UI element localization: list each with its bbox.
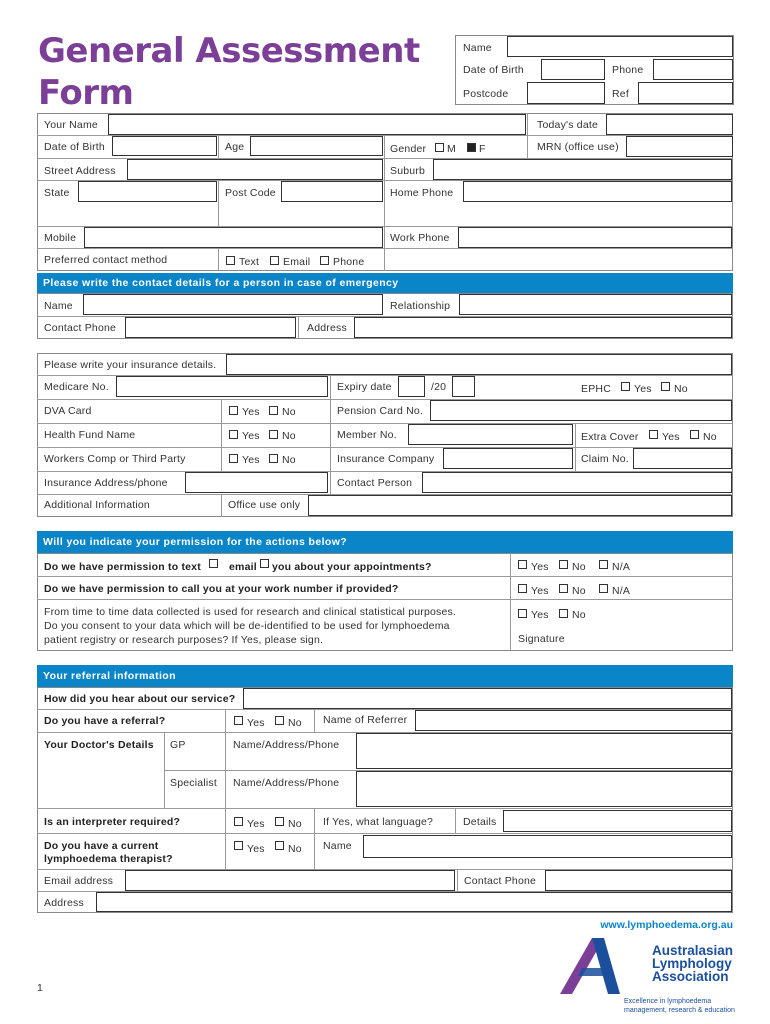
- ephc-yes-label: Yes: [634, 383, 652, 395]
- dva-label: DVA Card: [44, 405, 92, 417]
- contact-email-label: Email: [283, 256, 311, 268]
- workers-comp-yes-checkbox[interactable]: [229, 454, 238, 463]
- q3-line1: From time to time data collected is used for research and clinical statistical purposes.: [44, 606, 457, 618]
- q1-no-label: No: [572, 561, 586, 573]
- row-divider: [37, 599, 733, 600]
- header-dob-field[interactable]: [541, 59, 605, 80]
- dva-no-label: No: [282, 406, 296, 418]
- expiry-year-field[interactable]: [452, 376, 475, 397]
- office-use-label: Office use only: [228, 499, 301, 511]
- interpreter-yes-label: Yes: [247, 818, 265, 830]
- contact-phone-label: Phone: [333, 256, 365, 268]
- gp-details-field[interactable]: [356, 733, 732, 769]
- referral-heading: Your referral information: [37, 665, 733, 687]
- specialist-details-field[interactable]: [356, 771, 732, 807]
- ala-logo-mark-icon: [558, 936, 622, 996]
- interpreter-details-label: Details: [463, 816, 497, 828]
- gender-f-label: F: [479, 143, 486, 155]
- referral-address-label: Address: [44, 897, 84, 909]
- claim-no-field[interactable]: [633, 448, 732, 469]
- header-postcode-label: Postcode: [463, 88, 509, 100]
- therapist-yes-checkbox[interactable]: [234, 841, 243, 850]
- q3-yes-checkbox[interactable]: [518, 609, 527, 618]
- q1-na-label: N/A: [612, 561, 631, 573]
- state-label: State: [44, 187, 70, 199]
- q2-na-label: N/A: [612, 585, 631, 597]
- doctors-details-label: Your Doctor's Details: [44, 739, 154, 751]
- header-postcode-field[interactable]: [527, 82, 605, 104]
- mobile-field[interactable]: [84, 227, 383, 248]
- ala-logo: [558, 936, 734, 1016]
- extra-cover-no-checkbox[interactable]: [690, 430, 699, 439]
- row-divider: [37, 808, 733, 809]
- emergency-name-label: Name: [44, 300, 73, 312]
- gender-label: Gender: [390, 143, 427, 155]
- col-divider: [314, 808, 315, 869]
- relationship-field[interactable]: [459, 294, 732, 315]
- referral-yes-label: Yes: [247, 717, 265, 729]
- state-field[interactable]: [78, 181, 217, 202]
- home-phone-field[interactable]: [463, 181, 732, 202]
- header-dob-label: Date of Birth: [463, 64, 524, 76]
- col-divider: [221, 399, 222, 471]
- col-divider: [298, 316, 299, 339]
- q1-no-checkbox[interactable]: [559, 560, 568, 569]
- relationship-label: Relationship: [390, 300, 451, 312]
- contact-person-label: Contact Person: [337, 477, 413, 489]
- pension-label: Pension Card No.: [337, 405, 424, 417]
- office-use-field[interactable]: [308, 495, 732, 516]
- contact-person-field[interactable]: [422, 472, 732, 493]
- interpreter-yes-checkbox[interactable]: [234, 817, 243, 826]
- street-address-field[interactable]: [127, 159, 383, 180]
- have-referral-label: Do you have a referral?: [44, 715, 166, 727]
- q3-no-checkbox[interactable]: [559, 609, 568, 618]
- col-divider: [510, 553, 511, 651]
- header-phone-field[interactable]: [653, 59, 733, 80]
- workers-comp-label: Workers Comp or Third Party: [44, 453, 186, 465]
- medicare-label: Medicare No.: [44, 381, 109, 393]
- referral-no-label: No: [288, 717, 302, 729]
- email-address-label: Email address: [44, 875, 114, 887]
- referral-contact-phone-label: Contact Phone: [464, 875, 537, 887]
- dob-label: Date of Birth: [44, 141, 105, 153]
- health-fund-no-checkbox[interactable]: [269, 430, 278, 439]
- ephc-no-checkbox[interactable]: [661, 382, 670, 391]
- therapist-no-checkbox[interactable]: [275, 841, 284, 850]
- insurance-heading-label: Please write your insurance details.: [44, 359, 217, 371]
- page-number: 1: [37, 982, 43, 994]
- q2-no-checkbox[interactable]: [559, 584, 568, 593]
- therapist-no-label: No: [288, 843, 302, 855]
- row-divider: [37, 447, 733, 448]
- age-field[interactable]: [250, 136, 383, 156]
- header-name-field[interactable]: [507, 36, 733, 57]
- q2-no-label: No: [572, 585, 586, 597]
- health-fund-yes-label: Yes: [242, 430, 260, 442]
- contact-email-checkbox[interactable]: [270, 256, 279, 265]
- col-divider: [225, 709, 226, 732]
- header-ref-field[interactable]: [638, 82, 733, 104]
- expiry-year-prefix: /20: [431, 381, 447, 393]
- extra-cover-no-label: No: [703, 431, 717, 443]
- col-divider: [218, 135, 219, 158]
- ala-tagline: Excellence in lymphoedema management, research & education: [624, 998, 735, 1014]
- pension-field[interactable]: [430, 400, 732, 421]
- workers-comp-no-label: No: [282, 454, 296, 466]
- mrn-field[interactable]: [626, 136, 733, 157]
- col-divider: [218, 180, 219, 226]
- emergency-address-label: Address: [307, 322, 347, 334]
- emergency-contact-phone-field[interactable]: [125, 317, 296, 338]
- ephc-yes-checkbox[interactable]: [621, 382, 630, 391]
- todays-date-field[interactable]: [606, 114, 733, 135]
- insurance-address-label: Insurance Address/phone: [44, 477, 168, 489]
- preferred-contact-label: Preferred contact method: [44, 254, 168, 266]
- referral-contact-phone-field[interactable]: [545, 870, 732, 891]
- specialist-label: Specialist: [170, 777, 217, 789]
- referral-no-checkbox[interactable]: [275, 716, 284, 725]
- dva-no-checkbox[interactable]: [269, 406, 278, 415]
- form-title: General Assessment Form: [38, 31, 420, 113]
- gender-f-checkbox[interactable]: [467, 143, 476, 152]
- age-label: Age: [225, 141, 245, 153]
- dob-field[interactable]: [112, 136, 217, 156]
- header-ref-label: Ref: [612, 88, 629, 100]
- interpreter-label: Is an interpreter required?: [44, 816, 181, 828]
- suburb-field[interactable]: [433, 159, 732, 180]
- row-divider: [37, 833, 733, 834]
- insurance-details-field[interactable]: [226, 354, 732, 375]
- q1-yes-checkbox[interactable]: [518, 560, 527, 569]
- q1-yes-label: Yes: [531, 561, 549, 573]
- col-divider: [455, 808, 456, 833]
- insurance-company-field[interactable]: [443, 448, 573, 469]
- street-address-label: Street Address: [44, 165, 116, 177]
- website-link[interactable]: www.lymphoedema.org.au: [600, 919, 733, 931]
- health-fund-label: Health Fund Name: [44, 429, 136, 441]
- q1-email-checkbox[interactable]: [260, 559, 269, 568]
- row-divider: [37, 248, 733, 249]
- how-hear-label: How did you hear about our service?: [44, 693, 236, 705]
- header-phone-label: Phone: [612, 64, 644, 76]
- your-name-label: Your Name: [44, 119, 98, 131]
- gender-m-checkbox[interactable]: [435, 143, 444, 152]
- gender-m-label: M: [447, 143, 456, 155]
- additional-info-label: Additional Information: [44, 499, 150, 511]
- signature-label: Signature: [518, 633, 565, 645]
- member-no-field[interactable]: [408, 424, 573, 445]
- specialist-name-address-label: Name/Address/Phone: [233, 777, 340, 789]
- email-address-field[interactable]: [125, 870, 455, 891]
- interpreter-no-checkbox[interactable]: [275, 817, 284, 826]
- emergency-address-field[interactable]: [354, 317, 732, 338]
- emergency-contact-phone-label: Contact Phone: [44, 322, 117, 334]
- q1-text-checkbox[interactable]: [209, 559, 218, 568]
- suburb-label: Suburb: [390, 165, 426, 177]
- referrer-name-label: Name of Referrer: [323, 714, 408, 726]
- work-phone-label: Work Phone: [390, 232, 450, 244]
- emergency-name-field[interactable]: [83, 294, 383, 315]
- col-divider: [164, 732, 165, 808]
- interpreter-details-field[interactable]: [503, 810, 732, 832]
- col-divider: [384, 135, 385, 271]
- claim-no-label: Claim No.: [581, 453, 629, 465]
- q3-no-label: No: [572, 609, 586, 621]
- q1-text-part2: email: [229, 561, 257, 573]
- col-divider: [330, 375, 331, 494]
- col-divider: [314, 709, 315, 732]
- home-phone-label: Home Phone: [390, 187, 454, 199]
- insurance-company-label: Insurance Company: [337, 453, 435, 465]
- contact-text-label: Text: [239, 256, 260, 268]
- q3-line2: Do you consent to your data which will be de-identified to be used for lymphoedema: [44, 620, 450, 632]
- expiry-month-field[interactable]: [398, 376, 425, 397]
- row-divider: [37, 576, 733, 577]
- col-divider: [575, 423, 576, 471]
- q1-na-checkbox[interactable]: [599, 560, 608, 569]
- permission-heading: Will you indicate your permission for the actions below?: [37, 531, 733, 553]
- therapist-label-line2: lymphoedema therapist?: [44, 853, 173, 865]
- therapist-label-line1: Do you have a current: [44, 840, 159, 852]
- col-divider: [221, 494, 222, 517]
- therapist-name-field[interactable]: [363, 835, 732, 858]
- ephc-no-label: No: [674, 383, 688, 395]
- q2-yes-label: Yes: [531, 585, 549, 597]
- gp-label: GP: [170, 739, 186, 751]
- therapist-yes-label: Yes: [247, 843, 265, 855]
- referrer-name-field[interactable]: [415, 710, 732, 731]
- referral-address-field[interactable]: [96, 892, 732, 912]
- workers-comp-yes-label: Yes: [242, 454, 260, 466]
- referral-yes-checkbox[interactable]: [234, 716, 243, 725]
- extra-cover-yes-checkbox[interactable]: [649, 430, 658, 439]
- medicare-field[interactable]: [116, 376, 328, 397]
- work-phone-field[interactable]: [458, 227, 732, 248]
- dva-yes-checkbox[interactable]: [229, 406, 238, 415]
- extra-cover-yes-label: Yes: [662, 431, 680, 443]
- interpreter-no-label: No: [288, 818, 302, 830]
- col-divider: [225, 732, 226, 869]
- contact-phone-checkbox[interactable]: [320, 256, 329, 265]
- col-divider: [527, 113, 528, 158]
- q1-text-part3: you about your appointments?: [272, 561, 432, 573]
- q2-text: Do we have permission to call you at your work number if provided?: [44, 583, 399, 595]
- ephc-label: EPHC: [581, 383, 611, 395]
- contact-text-checkbox[interactable]: [226, 256, 235, 265]
- workers-comp-no-checkbox[interactable]: [269, 454, 278, 463]
- language-label: If Yes, what language?: [323, 816, 434, 828]
- health-fund-no-label: No: [282, 430, 296, 442]
- q3-line3: patient registry or research purposes? If Yes, please sign.: [44, 634, 324, 646]
- dva-yes-label: Yes: [242, 406, 260, 418]
- header-name-label: Name: [463, 42, 492, 54]
- extra-cover-label: Extra Cover: [581, 431, 639, 443]
- q3-yes-label: Yes: [531, 609, 549, 621]
- your-name-field[interactable]: [108, 114, 526, 135]
- ala-logo-text: Australasian Lymphology Association: [652, 943, 734, 984]
- mrn-label: MRN (office use): [537, 141, 619, 153]
- member-no-label: Member No.: [337, 429, 397, 441]
- row-divider: [37, 423, 733, 424]
- q1-text-part1: Do we have permission to text: [44, 561, 201, 573]
- emergency-heading: Please write the contact details for a person in case of emergency: [37, 273, 733, 293]
- col-divider: [218, 248, 219, 271]
- insurance-address-field[interactable]: [185, 472, 328, 493]
- q2-na-checkbox[interactable]: [599, 584, 608, 593]
- col-divider: [457, 869, 458, 891]
- gp-name-address-label: Name/Address/Phone: [233, 739, 340, 751]
- postcode-field[interactable]: [281, 181, 383, 202]
- q2-yes-checkbox[interactable]: [518, 584, 527, 593]
- todays-date-label: Today's date: [537, 119, 599, 131]
- therapist-name-label: Name: [323, 840, 352, 852]
- mobile-label: Mobile: [44, 232, 77, 244]
- expiry-label: Expiry date: [337, 381, 392, 393]
- health-fund-yes-checkbox[interactable]: [229, 430, 238, 439]
- how-hear-field[interactable]: [243, 688, 732, 709]
- postcode-label: Post Code: [225, 187, 276, 199]
